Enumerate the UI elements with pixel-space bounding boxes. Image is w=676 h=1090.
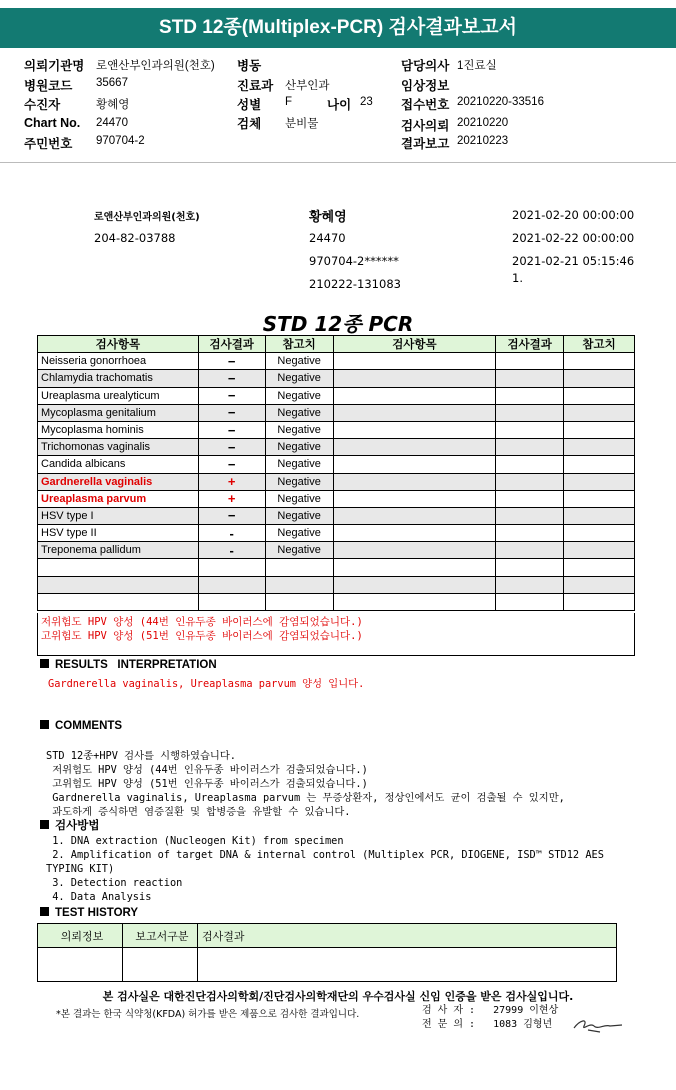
cell-empty bbox=[496, 593, 564, 610]
col-header: 검사항목 bbox=[38, 336, 199, 353]
table-header-row bbox=[38, 336, 635, 353]
cell-result: − bbox=[198, 421, 265, 438]
kfda-note: *본 결과는 한국 식약청(KFDA) 허가를 받은 제품으로 검사한 결과입니다. bbox=[56, 1009, 360, 1020]
table-row bbox=[38, 490, 635, 507]
square-bullet-icon bbox=[40, 659, 49, 668]
method-heading: 검사방법 bbox=[40, 817, 99, 833]
method-line: TYPING KIT) bbox=[46, 863, 115, 875]
cell-item: HSV type II bbox=[38, 525, 199, 542]
cell-empty bbox=[198, 576, 265, 593]
cell-empty bbox=[496, 507, 564, 524]
comments-text bbox=[46, 735, 565, 819]
cell-ref: Negative bbox=[265, 370, 333, 387]
table-row bbox=[38, 404, 635, 421]
cell-result: − bbox=[198, 353, 265, 370]
cell-empty bbox=[333, 456, 496, 473]
dept-label: 진료과 bbox=[237, 79, 274, 93]
history-heading: TEST HISTORY bbox=[40, 907, 138, 919]
cell-empty bbox=[496, 456, 564, 473]
cell-ref: Negative bbox=[265, 542, 333, 559]
table-row bbox=[38, 421, 635, 438]
cell-ref: Negative bbox=[265, 353, 333, 370]
history-table bbox=[37, 923, 617, 982]
patient-rrn: 970704-2****** bbox=[309, 254, 399, 268]
cell-empty bbox=[564, 490, 635, 507]
cell-result: − bbox=[198, 404, 265, 421]
signature-icon bbox=[570, 1014, 626, 1036]
pcr-title: STD 12종 PCR bbox=[262, 312, 414, 336]
divider bbox=[0, 162, 676, 163]
cell-ref: Negative bbox=[265, 404, 333, 421]
cell-result: + bbox=[198, 473, 265, 490]
cell-empty bbox=[496, 387, 564, 404]
square-bullet-icon bbox=[40, 907, 49, 916]
cell-empty bbox=[564, 525, 635, 542]
cell-result: - bbox=[198, 525, 265, 542]
info-panel bbox=[0, 0, 676, 160]
signatories bbox=[422, 1004, 558, 1032]
specialist: 전 문 의 : 1083 김형년 bbox=[422, 1019, 553, 1030]
cell-ref: Negative bbox=[265, 439, 333, 456]
results-heading: RESULTS INTERPRETATION bbox=[40, 659, 217, 671]
cell-empty bbox=[496, 439, 564, 456]
col-header: 검사결과 bbox=[198, 336, 265, 353]
square-bullet-icon bbox=[40, 820, 49, 829]
receipt-value: 20210220-33516 bbox=[457, 96, 544, 108]
cell-empty bbox=[564, 559, 635, 576]
comment-line: 과도하게 증식하면 염증질환 및 합병증을 유발할 수 있습니다. bbox=[46, 806, 351, 818]
method-line: 1. DNA extraction (Nucleogen Kit) from specimen bbox=[46, 835, 344, 847]
request-value: 20210220 bbox=[457, 117, 509, 129]
receipt-label: 접수번호 bbox=[401, 98, 450, 112]
cell-result: − bbox=[198, 439, 265, 456]
method-line: 3. Detection reaction bbox=[46, 877, 183, 889]
cell-ref: Negative bbox=[265, 387, 333, 404]
cell-empty bbox=[564, 421, 635, 438]
col-header: 참고치 bbox=[265, 336, 333, 353]
cell-empty bbox=[333, 473, 496, 490]
cell-empty bbox=[496, 490, 564, 507]
cell-empty bbox=[564, 353, 635, 370]
cell-empty bbox=[333, 404, 496, 421]
rrn-label: 주민번호 bbox=[24, 137, 73, 151]
cell-item: Chlamydia trachomatis bbox=[38, 370, 199, 387]
clinical-label: 임상정보 bbox=[401, 79, 450, 93]
col-header: 검사항목 bbox=[333, 336, 496, 353]
comments-heading: COMMENTS bbox=[40, 720, 122, 732]
specimen-value: 분비물 bbox=[285, 118, 319, 130]
comment-line: 저위험도 HPV 양성 (44번 인유두종 바이러스가 검출되었습니다.) bbox=[46, 764, 368, 776]
cell-empty bbox=[564, 370, 635, 387]
cell-empty bbox=[496, 473, 564, 490]
table-row-empty bbox=[38, 559, 635, 576]
cell-ref: Negative bbox=[265, 507, 333, 524]
patient-name: 황혜영 bbox=[309, 210, 347, 225]
table-row bbox=[38, 387, 635, 404]
comment-line: Gardnerella vaginalis, Ureaplasma parvum 는 무증상환자, 정상인에서도 균이 검출될 수 있지만, bbox=[46, 792, 565, 804]
cell-ref: Negative bbox=[265, 456, 333, 473]
cell-ref: Negative bbox=[265, 490, 333, 507]
table-row bbox=[38, 473, 635, 490]
square-bullet-icon bbox=[40, 720, 49, 729]
cell-empty bbox=[333, 542, 496, 559]
cell-empty bbox=[496, 421, 564, 438]
age-value: 23 bbox=[360, 96, 373, 108]
specimen-label: 검체 bbox=[237, 117, 262, 131]
hospital-label: 의뢰기관명 bbox=[24, 59, 85, 73]
table-row bbox=[38, 353, 635, 370]
inspector: 검 사 자 : 27999 이현상 bbox=[422, 1005, 559, 1016]
cell-result: − bbox=[198, 507, 265, 524]
patient-value: 황혜영 bbox=[96, 99, 130, 111]
cell-empty bbox=[496, 559, 564, 576]
cell-empty bbox=[333, 353, 496, 370]
hpv-note-low: 저위험도 HPV 양성 (44번 인유두종 바이러스에 감염되었습니다.) bbox=[41, 616, 363, 628]
cell-item: Ureaplasma urealyticum bbox=[38, 387, 199, 404]
chart-value: 24470 bbox=[96, 117, 128, 129]
cell-empty bbox=[198, 593, 265, 610]
sex-value: F bbox=[285, 96, 293, 108]
cell-empty bbox=[333, 421, 496, 438]
cell-empty bbox=[564, 473, 635, 490]
cell-empty bbox=[496, 353, 564, 370]
cell-empty bbox=[564, 542, 635, 559]
hpv-notes bbox=[37, 613, 635, 656]
cell-item: Mycoplasma hominis bbox=[38, 421, 199, 438]
method-line: 4. Data Analysis bbox=[46, 891, 152, 903]
cell-empty bbox=[564, 576, 635, 593]
cell-empty bbox=[333, 576, 496, 593]
cell-empty bbox=[265, 593, 333, 610]
cell-empty bbox=[38, 576, 199, 593]
chart-label: Chart No. bbox=[24, 116, 81, 130]
hosp-code-label: 병원코드 bbox=[24, 79, 73, 93]
patient-chart: 24470 bbox=[309, 231, 346, 245]
col-header: 검사결과 bbox=[496, 336, 564, 353]
cell-empty bbox=[333, 490, 496, 507]
cell-ref: Negative bbox=[265, 525, 333, 542]
history-col: 검사결과 bbox=[198, 924, 617, 948]
doctor-label: 담당의사 bbox=[401, 59, 450, 73]
cell-result: − bbox=[198, 456, 265, 473]
comment-line: STD 12종+HPV 검사를 시행하였습니다. bbox=[46, 750, 237, 762]
date-1: 2021-02-20 00:00:00 bbox=[512, 208, 635, 222]
sex-label: 성별 bbox=[237, 98, 262, 112]
date-2: 2021-02-22 00:00:00 bbox=[512, 231, 635, 245]
cell-result: - bbox=[198, 542, 265, 559]
report-value: 20210223 bbox=[457, 135, 509, 147]
cell-empty bbox=[496, 404, 564, 421]
sample-number: 210222-131083 bbox=[309, 277, 401, 291]
rrn-value: 970704-2 bbox=[96, 135, 145, 147]
clinic-number: 204-82-03788 bbox=[94, 231, 176, 245]
date-3: 2021-02-21 05:15:46 bbox=[512, 254, 635, 268]
clinic-name: 로앤산부인과의원(천호) bbox=[94, 212, 200, 223]
cell-empty bbox=[265, 576, 333, 593]
hospital-value: 로앤산부인과의원(천호) bbox=[96, 60, 215, 72]
cell-empty bbox=[333, 559, 496, 576]
cell-empty bbox=[564, 456, 635, 473]
history-header-row bbox=[38, 924, 617, 948]
cell-empty bbox=[564, 593, 635, 610]
comment-line: 고위험도 HPV 양성 (51번 인유두종 바이러스가 검출되었습니다.) bbox=[46, 778, 368, 790]
cell-empty bbox=[564, 507, 635, 524]
ward-label: 병동 bbox=[237, 59, 262, 73]
cell-empty bbox=[496, 542, 564, 559]
cell-empty bbox=[496, 370, 564, 387]
table-row bbox=[38, 507, 635, 524]
cell-empty bbox=[333, 525, 496, 542]
cell-empty bbox=[333, 439, 496, 456]
cell-item: Trichomonas vaginalis bbox=[38, 439, 199, 456]
method-text bbox=[46, 834, 604, 904]
results-table bbox=[37, 335, 635, 611]
table-row bbox=[38, 542, 635, 559]
request-label: 검사의뢰 bbox=[401, 119, 450, 133]
cell-item: Ureaplasma parvum bbox=[38, 490, 199, 507]
history-row bbox=[38, 948, 617, 982]
cell-empty bbox=[333, 387, 496, 404]
cell-empty bbox=[496, 576, 564, 593]
cell-item: Candida albicans bbox=[38, 456, 199, 473]
cell-empty bbox=[333, 507, 496, 524]
cell-empty bbox=[265, 559, 333, 576]
cell-empty bbox=[564, 387, 635, 404]
col-header: 참고치 bbox=[564, 336, 635, 353]
report-label: 결과보고 bbox=[401, 137, 450, 151]
cell-empty bbox=[564, 404, 635, 421]
table-row-empty bbox=[38, 576, 635, 593]
cell-empty bbox=[38, 559, 199, 576]
date-3-suffix: 1. bbox=[512, 271, 523, 285]
table-row-empty bbox=[38, 593, 635, 610]
cell-result: + bbox=[198, 490, 265, 507]
cell-empty bbox=[496, 525, 564, 542]
cell-item: HSV type I bbox=[38, 507, 199, 524]
certification-text: 본 검사실은 대한진단검사의학회/진단검사의학재단의 우수검사실 신임 인증을 받은 검사실입니다. bbox=[102, 990, 574, 1003]
cell-result: − bbox=[198, 370, 265, 387]
age-label: 나이 bbox=[327, 98, 352, 112]
history-col: 의뢰정보 bbox=[38, 924, 123, 948]
dept-value: 산부인과 bbox=[285, 80, 330, 92]
cell-ref: Negative bbox=[265, 473, 333, 490]
cell-empty bbox=[333, 593, 496, 610]
doctor-value: 1진료실 bbox=[457, 60, 497, 72]
table-row bbox=[38, 456, 635, 473]
table-row bbox=[38, 370, 635, 387]
results-text: Gardnerella vaginalis, Ureaplasma parvum 양성 입니다. bbox=[48, 678, 365, 690]
cell-empty bbox=[333, 370, 496, 387]
history-col: 보고서구분 bbox=[123, 924, 198, 948]
cell-ref: Negative bbox=[265, 421, 333, 438]
cell-empty bbox=[564, 439, 635, 456]
cell-result: − bbox=[198, 387, 265, 404]
cell-item: Treponema pallidum bbox=[38, 542, 199, 559]
table-row bbox=[38, 525, 635, 542]
cell-item: Neisseria gonorrhoea bbox=[38, 353, 199, 370]
cell-empty bbox=[198, 559, 265, 576]
cell-item: Mycoplasma genitalium bbox=[38, 404, 199, 421]
table-row bbox=[38, 439, 635, 456]
method-line: 2. Amplification of target DNA & internal control (Multiplex PCR, DIOGENE, ISD™ STD12 AES bbox=[46, 849, 604, 861]
cell-item: Gardnerella vaginalis bbox=[38, 473, 199, 490]
cell-empty bbox=[38, 593, 199, 610]
report-title: STD 12종(Multiplex-PCR) 검사결과보고서 bbox=[0, 8, 676, 48]
patient-label: 수진자 bbox=[24, 98, 61, 112]
hosp-code-value: 35667 bbox=[96, 77, 128, 89]
hpv-note-high: 고위험도 HPV 양성 (51번 인유두종 바이러스에 감염되었습니다.) bbox=[41, 630, 363, 642]
